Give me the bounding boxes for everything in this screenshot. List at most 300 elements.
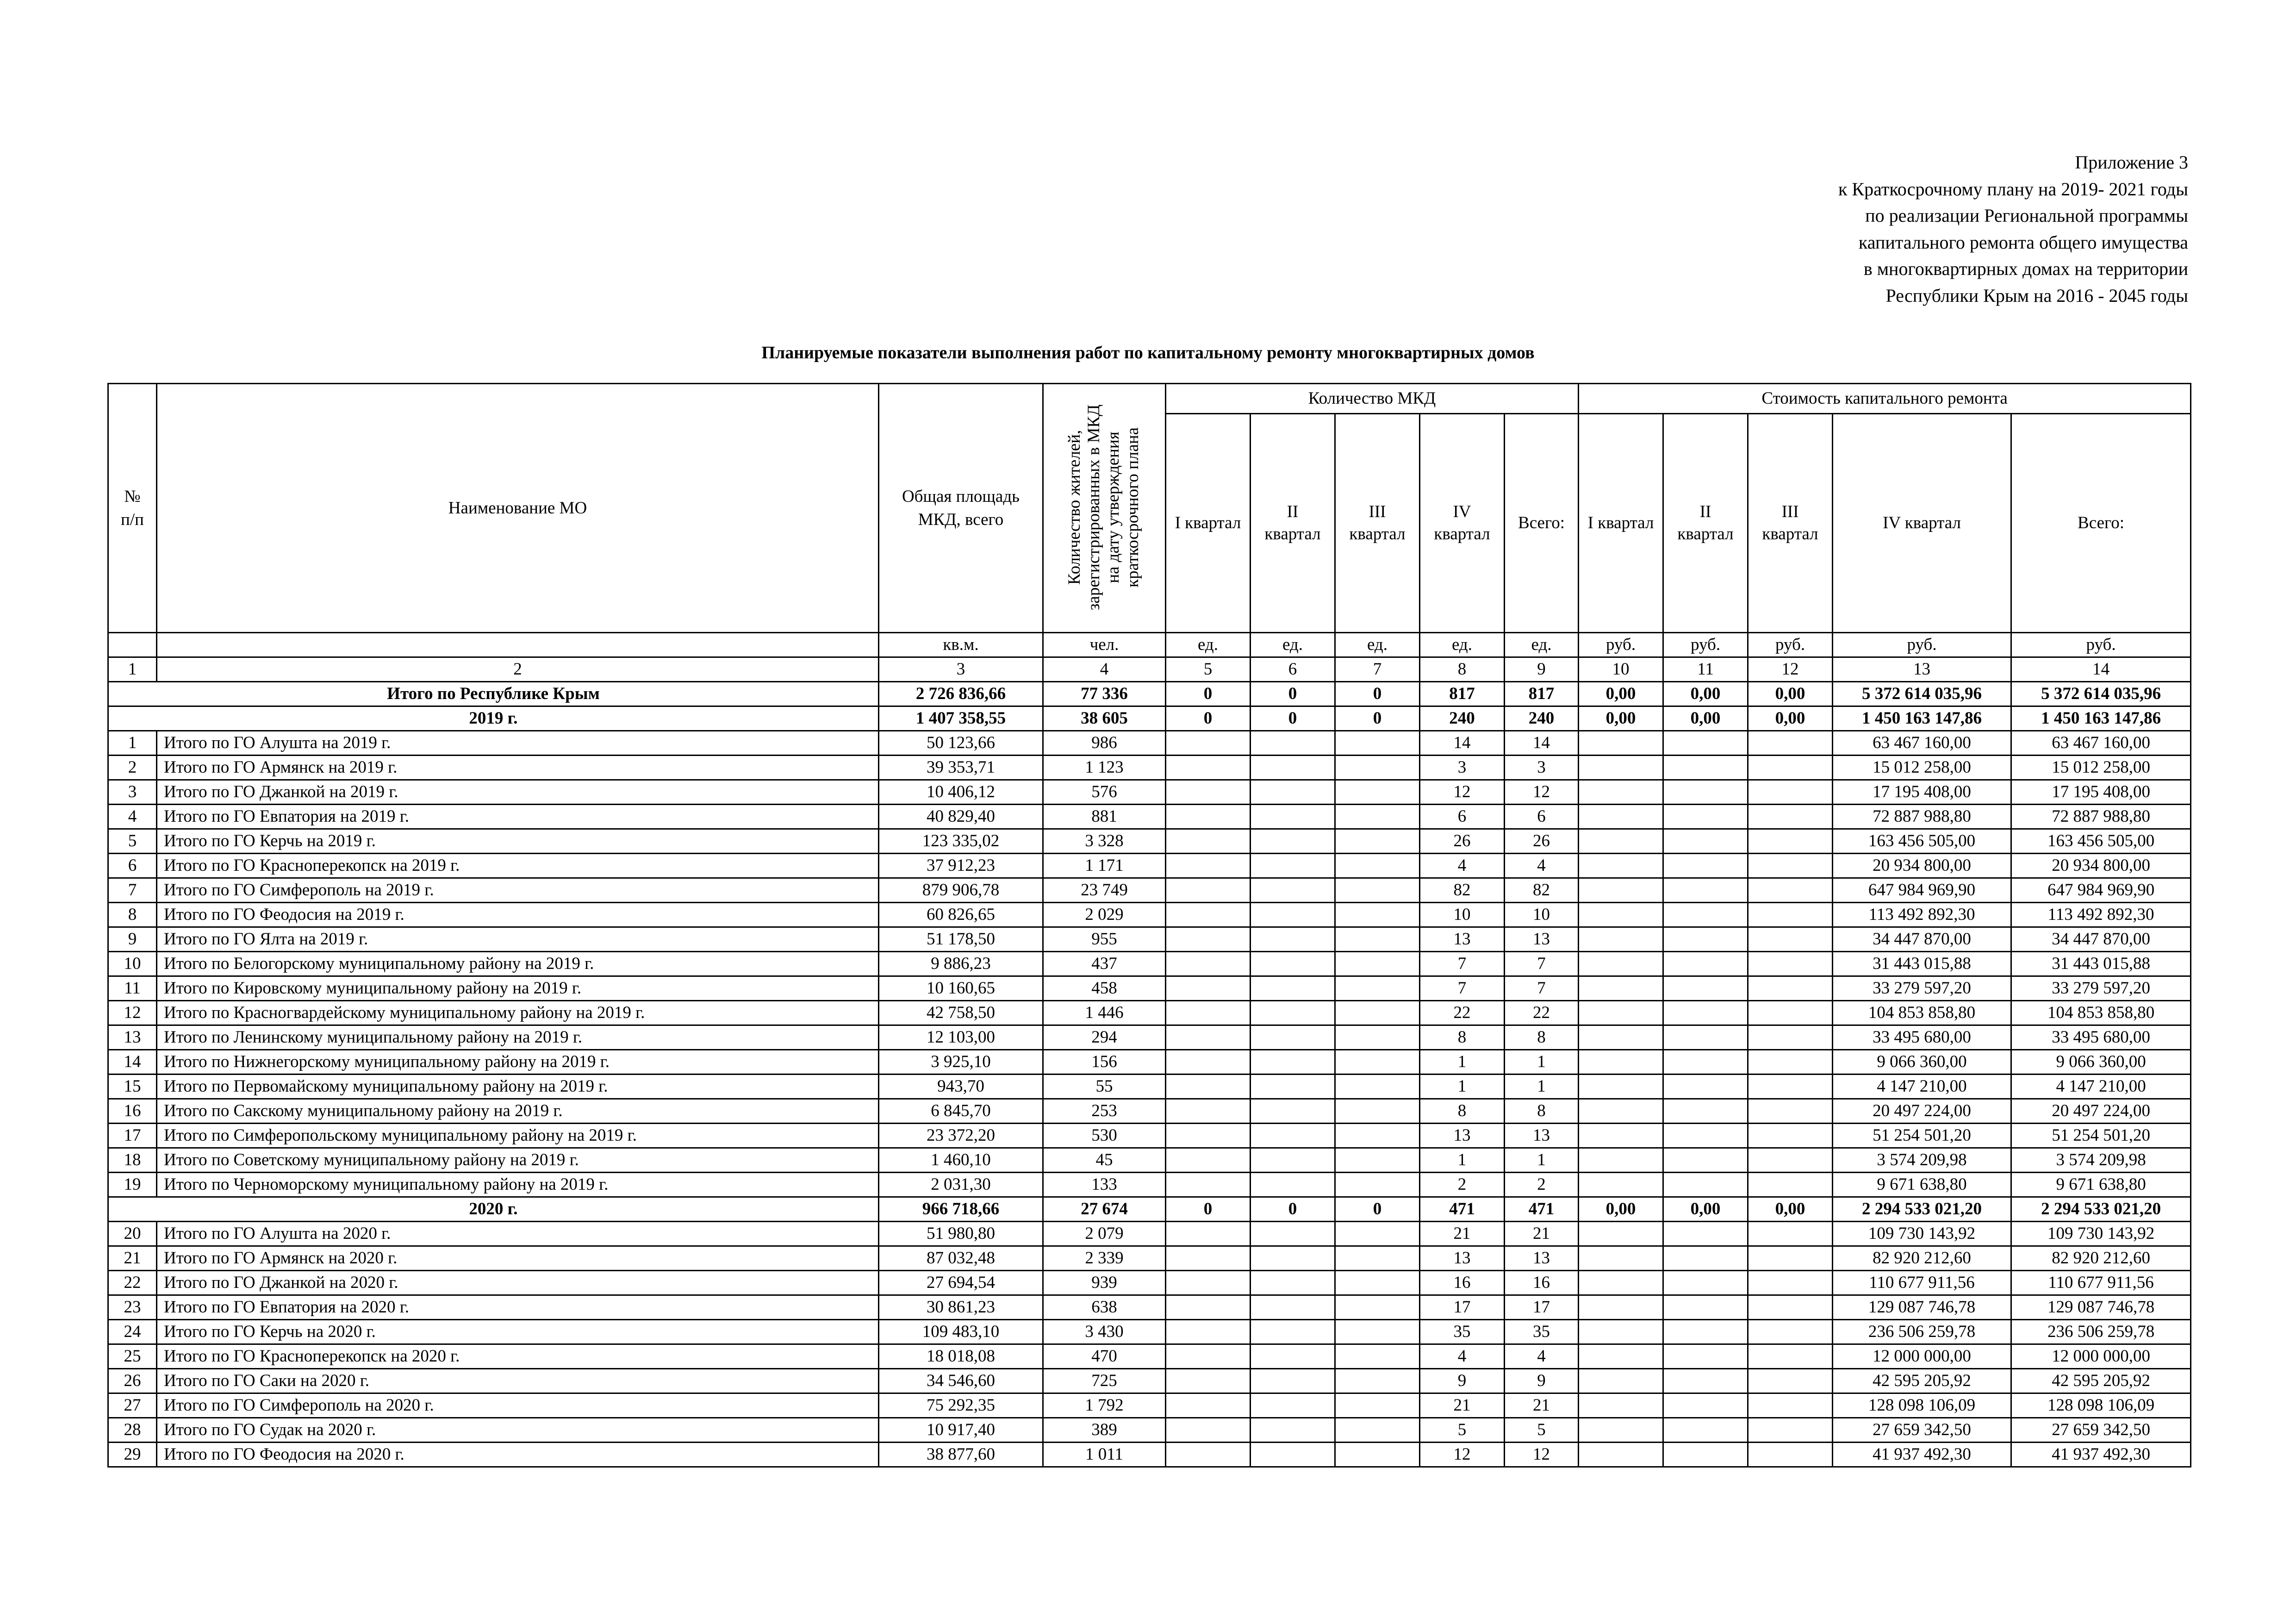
row-mkd-q2: 0 [1251,706,1335,731]
row-area: 9 886,23 [879,952,1043,976]
row-residents: 530 [1043,1124,1166,1148]
row-cost-q2 [1663,731,1748,756]
column-number: 13 [1833,657,2011,682]
row-mkd-q1 [1166,854,1251,878]
row-area: 966 718,66 [879,1197,1043,1222]
table-row [108,1418,2191,1443]
appendix-note [1448,149,2188,309]
unit-cell: ед. [1166,633,1251,657]
row-mkd-total: 21 [1505,1393,1579,1418]
row-cost-total: 33 279 597,20 [2011,976,2191,1001]
row-cost-q3 [1748,1271,1833,1295]
header-cost-group: Стоимость капитального ремонта [1579,384,2191,414]
row-residents: 38 605 [1043,706,1166,731]
row-cost-q1 [1579,829,1663,854]
row-mkd-q2 [1251,878,1335,903]
row-cost-q2 [1663,1246,1748,1271]
row-mkd-q1: 0 [1166,682,1251,706]
row-mkd-q1 [1166,976,1251,1001]
row-number: 7 [108,878,157,903]
row-cost-q3 [1748,1295,1833,1320]
row-cost-q1 [1579,1418,1663,1443]
row-mkd-q3 [1335,1295,1420,1320]
row-residents: 638 [1043,1295,1166,1320]
row-cost-q2 [1663,1443,1748,1467]
row-mkd-total: 13 [1505,1124,1579,1148]
row-mkd-q1 [1166,1246,1251,1271]
row-mkd-q2 [1251,1344,1335,1369]
column-number: 11 [1663,657,1748,682]
row-mkd-q4: 10 [1420,903,1505,927]
row-name: Итого по ГО Саки на 2020 г. [157,1369,879,1393]
row-name: Итого по Первомайскому муниципальному району на 2019 г. [157,1074,879,1099]
row-mkd-q3 [1335,1320,1420,1344]
row-mkd-q3 [1335,1344,1420,1369]
row-mkd-total: 10 [1505,903,1579,927]
row-cost-q3 [1748,780,1833,805]
row-mkd-q1 [1166,952,1251,976]
row-residents: 576 [1043,780,1166,805]
row-number: 28 [108,1418,157,1443]
row-mkd-q2 [1251,780,1335,805]
row-mkd-q1 [1166,1393,1251,1418]
row-name: Итого по ГО Ялта на 2019 г. [157,927,879,952]
row-cost-q2 [1663,1393,1748,1418]
row-cost-q1 [1579,1001,1663,1025]
unit-cell: ед. [1420,633,1505,657]
row-mkd-q2 [1251,1369,1335,1393]
table-row [108,1222,2191,1246]
row-name: Итого по ГО Красноперекопск на 2020 г. [157,1344,879,1369]
row-cost-q4: 1 450 163 147,86 [1833,706,2011,731]
row-cost-q4: 63 467 160,00 [1833,731,2011,756]
row-cost-q3 [1748,1222,1833,1246]
row-mkd-q1 [1166,927,1251,952]
row-mkd-total: 8 [1505,1025,1579,1050]
row-mkd-q2 [1251,854,1335,878]
row-mkd-q1: 0 [1166,1197,1251,1222]
column-number: 4 [1043,657,1166,682]
row-cost-q4: 647 984 969,90 [1833,878,2011,903]
row-mkd-q2 [1251,1246,1335,1271]
row-mkd-total: 13 [1505,927,1579,952]
row-area: 51 178,50 [879,927,1043,952]
column-number: 10 [1579,657,1663,682]
row-residents: 294 [1043,1025,1166,1050]
row-cost-q1 [1579,1222,1663,1246]
row-cost-total: 51 254 501,20 [2011,1124,2191,1148]
row-mkd-total: 7 [1505,952,1579,976]
row-cost-total: 12 000 000,00 [2011,1344,2191,1369]
row-cost-q4: 9 066 360,00 [1833,1050,2011,1074]
row-residents: 1 171 [1043,854,1166,878]
table-subtotal-row [108,706,2191,731]
row-cost-total: 82 920 212,60 [2011,1246,2191,1271]
row-cost-q2 [1663,903,1748,927]
unit-cell: руб. [2011,633,2191,657]
row-mkd-q3 [1335,927,1420,952]
row-cost-q2 [1663,1418,1748,1443]
row-mkd-q3 [1335,1443,1420,1467]
row-cost-q4: 12 000 000,00 [1833,1344,2011,1369]
row-mkd-q3 [1335,1418,1420,1443]
row-residents: 1 446 [1043,1001,1166,1025]
row-mkd-total: 12 [1505,1443,1579,1467]
row-residents: 470 [1043,1344,1166,1369]
row-number: 14 [108,1050,157,1074]
row-cost-q4: 15 012 258,00 [1833,756,2011,780]
row-cost-q4: 109 730 143,92 [1833,1222,2011,1246]
table-subtotal-row [108,682,2191,706]
table-row [108,952,2191,976]
row-mkd-q3: 0 [1335,706,1420,731]
row-cost-q3 [1748,1393,1833,1418]
row-cost-q3 [1748,1074,1833,1099]
table-row [108,1099,2191,1124]
table-row [108,854,2191,878]
row-mkd-q1 [1166,1124,1251,1148]
row-number: 27 [108,1393,157,1418]
column-number: 2 [157,657,879,682]
row-cost-q3 [1748,805,1833,829]
row-mkd-q1 [1166,1099,1251,1124]
row-cost-q2 [1663,952,1748,976]
row-area: 51 980,80 [879,1222,1043,1246]
row-mkd-q2 [1251,1222,1335,1246]
row-mkd-q2 [1251,756,1335,780]
appendix-line: к Краткосрочному плану на 2019- 2021 годы [1838,178,2188,200]
column-number: 12 [1748,657,1833,682]
row-cost-q1 [1579,1295,1663,1320]
row-cost-q1 [1579,805,1663,829]
row-mkd-q4: 7 [1420,952,1505,976]
row-cost-total: 110 677 911,56 [2011,1271,2191,1295]
row-cost-q3: 0,00 [1748,706,1833,731]
row-mkd-total: 1 [1505,1148,1579,1173]
row-cost-q2 [1663,1222,1748,1246]
row-cost-q1: 0,00 [1579,1197,1663,1222]
header-cost-q1: I квартал [1579,414,1663,633]
row-cost-q3 [1748,1001,1833,1025]
row-cost-q2 [1663,1050,1748,1074]
row-mkd-q4: 817 [1420,682,1505,706]
row-name: Итого по ГО Армянск на 2020 г. [157,1246,879,1271]
column-numbers-row [108,657,2191,682]
row-mkd-q1 [1166,1295,1251,1320]
row-cost-total: 5 372 614 035,96 [2011,682,2191,706]
row-mkd-total: 4 [1505,1344,1579,1369]
table-row [108,1443,2191,1467]
row-cost-total: 9 066 360,00 [2011,1050,2191,1074]
table-row [108,1320,2191,1344]
row-mkd-total: 471 [1505,1197,1579,1222]
row-mkd-q1 [1166,780,1251,805]
header-mkd-q1: I квартал [1166,414,1251,633]
header-mkd-group: Количество МКД [1166,384,1579,414]
header-cost-total: Всего: [2011,414,2191,633]
row-cost-q3 [1748,1369,1833,1393]
table-row [108,927,2191,952]
table-row [108,1173,2191,1197]
row-name: Итого по ГО Армянск на 2019 г. [157,756,879,780]
row-mkd-q3 [1335,1393,1420,1418]
row-cost-q4: 34 447 870,00 [1833,927,2011,952]
row-mkd-q4: 471 [1420,1197,1505,1222]
row-area: 37 912,23 [879,854,1043,878]
row-cost-q4: 129 087 746,78 [1833,1295,2011,1320]
header-area: Общая площадь МКД, всего [879,384,1043,633]
row-cost-total: 4 147 210,00 [2011,1074,2191,1099]
row-mkd-q3 [1335,780,1420,805]
row-mkd-q2 [1251,1443,1335,1467]
row-residents: 133 [1043,1173,1166,1197]
row-cost-q4: 20 497 224,00 [1833,1099,2011,1124]
row-mkd-q4: 3 [1420,756,1505,780]
row-cost-q4: 20 934 800,00 [1833,854,2011,878]
row-cost-q4: 3 574 209,98 [1833,1148,2011,1173]
row-cost-q3 [1748,731,1833,756]
units-row [108,633,2191,657]
row-mkd-q2 [1251,1173,1335,1197]
row-cost-q3 [1748,1173,1833,1197]
row-mkd-q4: 13 [1420,927,1505,952]
row-area: 2 031,30 [879,1173,1043,1197]
row-cost-q1 [1579,780,1663,805]
row-mkd-q4: 12 [1420,1443,1505,1467]
row-area: 60 826,65 [879,903,1043,927]
row-mkd-q2 [1251,1001,1335,1025]
row-mkd-q1: 0 [1166,706,1251,731]
row-cost-q1 [1579,903,1663,927]
row-cost-q1 [1579,756,1663,780]
row-mkd-q3: 0 [1335,682,1420,706]
row-mkd-q4: 14 [1420,731,1505,756]
row-mkd-q2 [1251,1074,1335,1099]
row-mkd-q2 [1251,1393,1335,1418]
row-residents: 389 [1043,1418,1166,1443]
appendix-line: капитального ремонта общего имущества [1858,231,2188,253]
row-mkd-q4: 35 [1420,1320,1505,1344]
row-mkd-q3 [1335,805,1420,829]
row-mkd-q4: 21 [1420,1393,1505,1418]
row-mkd-q2 [1251,829,1335,854]
row-mkd-q3 [1335,1369,1420,1393]
column-number: 8 [1420,657,1505,682]
row-cost-q4: 128 098 106,09 [1833,1393,2011,1418]
row-residents: 1 011 [1043,1443,1166,1467]
row-area: 27 694,54 [879,1271,1043,1295]
row-mkd-total: 14 [1505,731,1579,756]
row-cost-q2 [1663,927,1748,952]
row-cost-q3 [1748,1025,1833,1050]
column-number: 14 [2011,657,2191,682]
row-mkd-q4: 7 [1420,976,1505,1001]
row-cost-q3 [1748,756,1833,780]
row-cost-q3 [1748,927,1833,952]
row-mkd-q1 [1166,1271,1251,1295]
row-mkd-q4: 2 [1420,1173,1505,1197]
row-residents: 458 [1043,976,1166,1001]
row-cost-q2 [1663,1295,1748,1320]
row-cost-q4: 72 887 988,80 [1833,805,2011,829]
row-mkd-q3 [1335,829,1420,854]
row-name: Итого по ГО Судак на 2020 г. [157,1418,879,1443]
row-residents: 437 [1043,952,1166,976]
table-row [108,780,2191,805]
row-cost-q2 [1663,1001,1748,1025]
row-residents: 2 339 [1043,1246,1166,1271]
table-row [108,1246,2191,1271]
row-mkd-q1 [1166,756,1251,780]
row-cost-q4: 104 853 858,80 [1833,1001,2011,1025]
row-number: 3 [108,780,157,805]
row-residents: 881 [1043,805,1166,829]
row-number: 15 [108,1074,157,1099]
row-cost-q2 [1663,1271,1748,1295]
column-number: 6 [1251,657,1335,682]
row-residents: 1 792 [1043,1393,1166,1418]
row-cost-total: 104 853 858,80 [2011,1001,2191,1025]
row-residents: 45 [1043,1148,1166,1173]
appendix-line: по реализации Региональной программы [1865,205,2188,226]
row-mkd-q4: 22 [1420,1001,1505,1025]
row-cost-q1 [1579,854,1663,878]
row-cost-total: 31 443 015,88 [2011,952,2191,976]
row-residents: 725 [1043,1369,1166,1393]
row-cost-q2 [1663,854,1748,878]
row-mkd-q2 [1251,1050,1335,1074]
row-mkd-q4: 26 [1420,829,1505,854]
row-number: 29 [108,1443,157,1467]
row-mkd-q3 [1335,1148,1420,1173]
row-name: Итого по Нижнегорскому муниципальному району на 2019 г. [157,1050,879,1074]
row-mkd-total: 22 [1505,1001,1579,1025]
row-name: Итого по ГО Евпатория на 2020 г. [157,1295,879,1320]
row-mkd-q1 [1166,1173,1251,1197]
row-mkd-q4: 8 [1420,1099,1505,1124]
row-area: 1 460,10 [879,1148,1043,1173]
row-cost-q4: 41 937 492,30 [1833,1443,2011,1467]
row-mkd-total: 7 [1505,976,1579,1001]
table-row [108,1124,2191,1148]
row-cost-q3 [1748,878,1833,903]
row-mkd-q3 [1335,1173,1420,1197]
row-cost-q4: 31 443 015,88 [1833,952,2011,976]
row-cost-q4: 27 659 342,50 [1833,1418,2011,1443]
row-mkd-q1 [1166,1222,1251,1246]
row-cost-q1 [1579,1271,1663,1295]
row-residents: 253 [1043,1099,1166,1124]
row-mkd-q4: 13 [1420,1246,1505,1271]
row-mkd-total: 1 [1505,1074,1579,1099]
row-area: 943,70 [879,1074,1043,1099]
row-number: 4 [108,805,157,829]
unit-cell: руб. [1579,633,1663,657]
table-row [108,805,2191,829]
row-cost-q4: 9 671 638,80 [1833,1173,2011,1197]
row-cost-q4: 82 920 212,60 [1833,1246,2011,1271]
row-name: Итого по ГО Керчь на 2020 г. [157,1320,879,1344]
row-mkd-q1 [1166,903,1251,927]
row-cost-q1 [1579,927,1663,952]
row-mkd-q1 [1166,1050,1251,1074]
row-mkd-q3 [1335,1074,1420,1099]
row-cost-q2 [1663,1124,1748,1148]
row-area: 109 483,10 [879,1320,1043,1344]
row-cost-q1 [1579,1369,1663,1393]
table-row [108,878,2191,903]
row-mkd-q1 [1166,1320,1251,1344]
row-mkd-q4: 6 [1420,805,1505,829]
units-cell-empty [108,633,157,657]
row-area: 34 546,60 [879,1369,1043,1393]
row-mkd-total: 82 [1505,878,1579,903]
row-cost-total: 109 730 143,92 [2011,1222,2191,1246]
row-mkd-q3: 0 [1335,1197,1420,1222]
row-name: Итого по Симферопольскому муниципальному району на 2019 г. [157,1124,879,1148]
row-cost-q2: 0,00 [1663,682,1748,706]
row-cost-q3 [1748,1050,1833,1074]
row-mkd-q3 [1335,756,1420,780]
row-cost-q1 [1579,1246,1663,1271]
row-area: 10 406,12 [879,780,1043,805]
row-mkd-q2 [1251,952,1335,976]
row-cost-q4: 163 456 505,00 [1833,829,2011,854]
row-mkd-q2 [1251,1124,1335,1148]
row-cost-q4: 113 492 892,30 [1833,903,2011,927]
row-mkd-total: 8 [1505,1099,1579,1124]
table-row [108,1001,2191,1025]
row-area: 12 103,00 [879,1025,1043,1050]
row-mkd-q2: 0 [1251,1197,1335,1222]
row-mkd-total: 817 [1505,682,1579,706]
table-row [108,1271,2191,1295]
row-name: Итого по ГО Алушта на 2020 г. [157,1222,879,1246]
row-mkd-q4: 4 [1420,1344,1505,1369]
row-mkd-total: 21 [1505,1222,1579,1246]
row-mkd-q3 [1335,976,1420,1001]
row-cost-total: 17 195 408,00 [2011,780,2191,805]
row-area: 87 032,48 [879,1246,1043,1271]
column-number: 9 [1505,657,1579,682]
row-mkd-q1 [1166,805,1251,829]
row-residents: 986 [1043,731,1166,756]
row-cost-q3 [1748,829,1833,854]
row-mkd-total: 12 [1505,780,1579,805]
row-mkd-q4: 12 [1420,780,1505,805]
row-cost-q4: 2 294 533 021,20 [1833,1197,2011,1222]
unit-cell: чел. [1043,633,1166,657]
row-cost-q3 [1748,1099,1833,1124]
row-mkd-q1 [1166,1418,1251,1443]
row-mkd-q4: 13 [1420,1124,1505,1148]
row-number: 25 [108,1344,157,1369]
row-number: 8 [108,903,157,927]
row-mkd-q4: 5 [1420,1418,1505,1443]
row-mkd-q4: 4 [1420,854,1505,878]
row-cost-q3 [1748,854,1833,878]
row-residents: 77 336 [1043,682,1166,706]
row-area: 75 292,35 [879,1393,1043,1418]
row-cost-total: 113 492 892,30 [2011,903,2191,927]
row-number: 19 [108,1173,157,1197]
row-mkd-total: 5 [1505,1418,1579,1443]
row-cost-q1 [1579,952,1663,976]
table-row [108,1025,2191,1050]
header-residents-text: Количество жителей, зарегистрированных в МКД на дату утверждения краткосрочного плана [1065,404,1142,610]
row-cost-q2 [1663,1344,1748,1369]
row-cost-q1 [1579,1148,1663,1173]
